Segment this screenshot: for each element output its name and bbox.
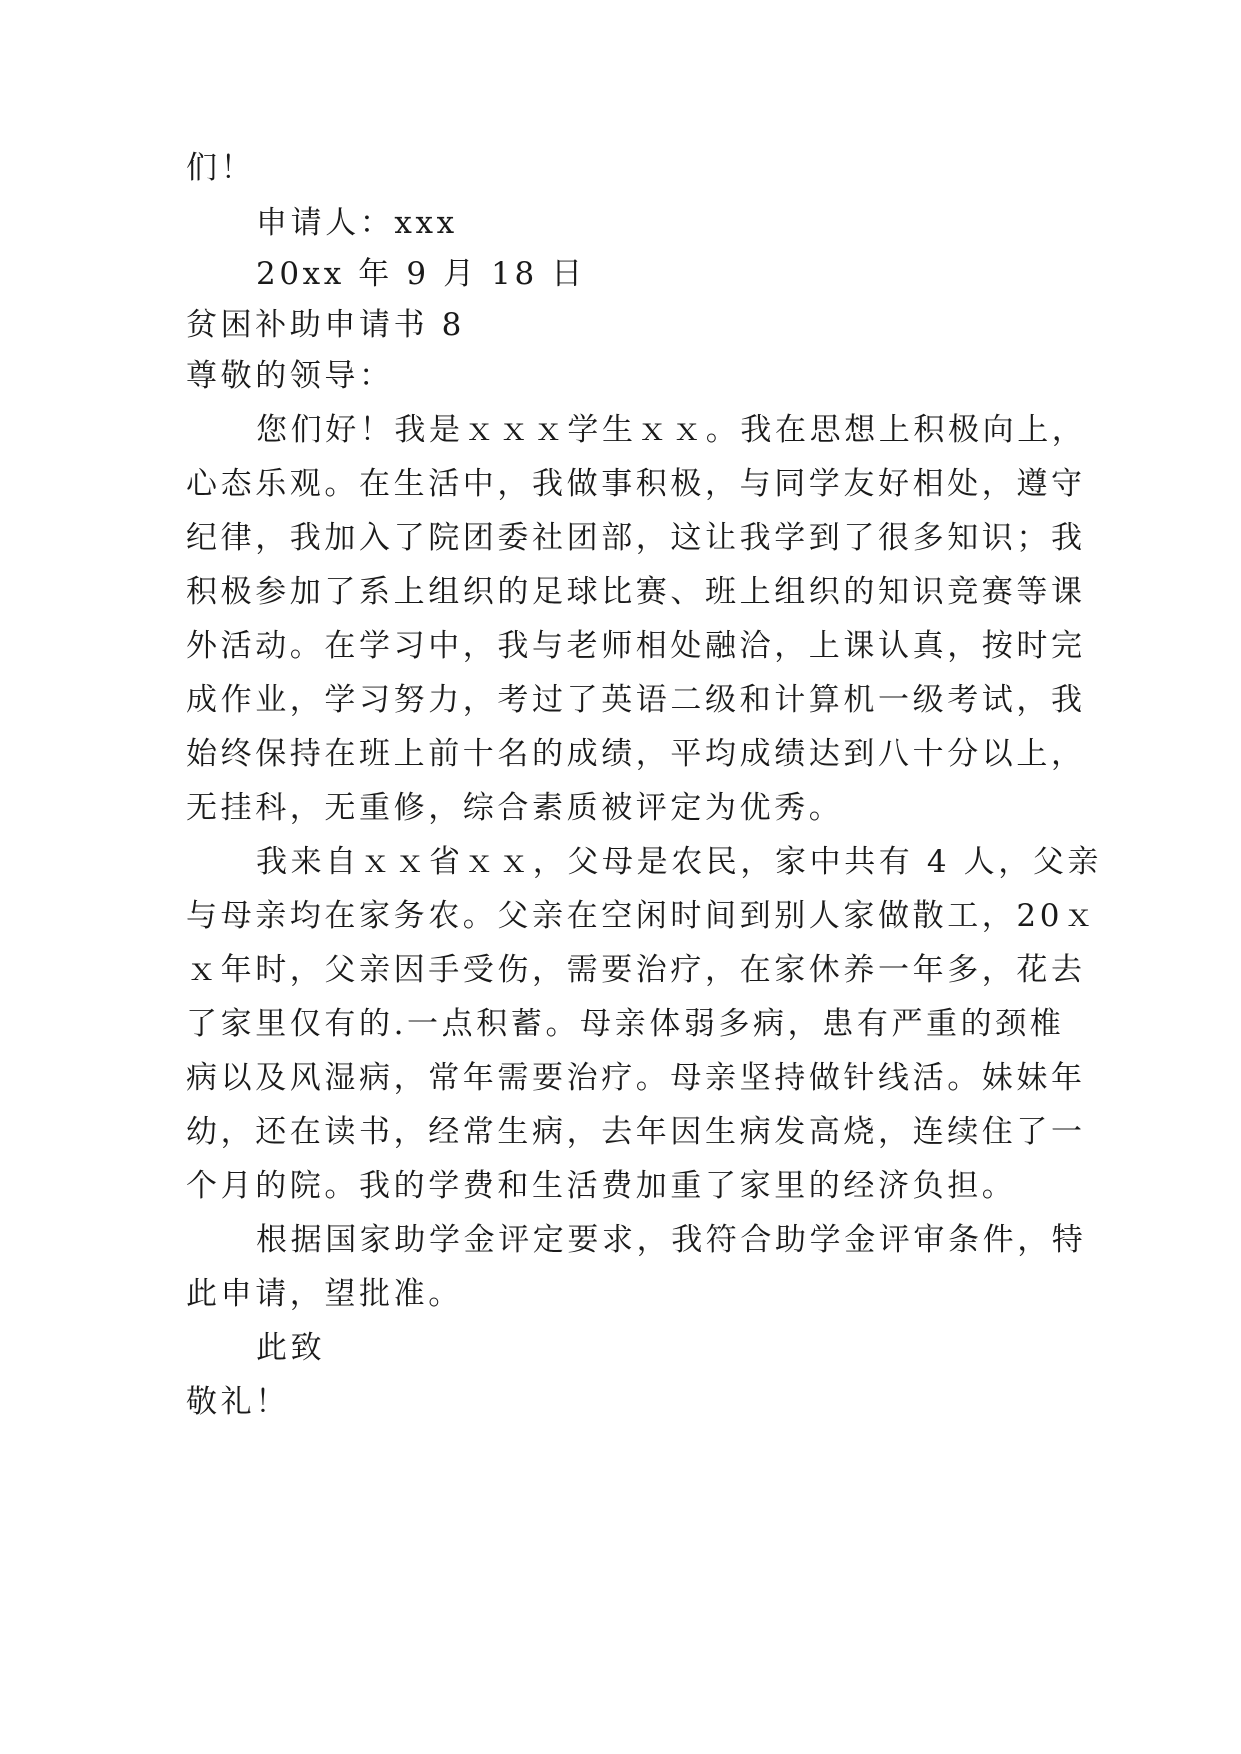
- closing-salute: 敬礼！: [186, 1384, 290, 1420]
- paragraph-1-line-5: 外活动。在学习中，我与老师相处融洽，上课认真，按时完: [186, 628, 1086, 664]
- paragraph-2-line-1: 我来自ｘｘ省ｘｘ，父母是农民，家中共有 4 人，父亲: [256, 844, 1103, 880]
- paragraph-1-line-1: 您们好！我是ｘｘｘ学生ｘｘ。我在思想上积极向上，: [256, 412, 1087, 448]
- paragraph-2-line-6: 幼，还在读书，经常生病，去年因生病发高烧，连续住了一: [186, 1114, 1086, 1150]
- paragraph-1-line-3: 纪律，我加入了院团委社团部，这让我学到了很多知识；我: [186, 520, 1086, 556]
- paragraph-1-line-6: 成作业，学习努力，考过了英语二级和计算机一级考试，我: [186, 682, 1086, 718]
- document-title: 贫困补助申请书 8: [186, 307, 465, 343]
- paragraph-2-line-7: 个月的院。我的学费和生活费加重了家里的经济负担。: [186, 1168, 1017, 1204]
- paragraph-1-line-7: 始终保持在班上前十名的成绩，平均成绩达到八十分以上，: [186, 736, 1086, 772]
- paragraph-2-line-2: 与母亲均在家务农。父亲在空闲时间到别人家做散工，20ｘ: [186, 898, 1098, 934]
- applicant-line: 申请人：xxx: [256, 205, 458, 241]
- paragraph-3-line-1: 根据国家助学金评定要求，我符合助学金评审条件，特: [256, 1222, 1087, 1258]
- paragraph-1-line-2: 心态乐观。在生活中，我做事积极，与同学友好相处，遵守: [186, 466, 1086, 502]
- closing-phrase: 此致: [256, 1330, 326, 1366]
- paragraph-3-line-2: 此申请，望批准。: [186, 1276, 463, 1312]
- paragraph-2-line-3: ｘ年时，父亲因手受伤，需要治疗，在家休养一年多，花去: [186, 952, 1086, 988]
- salutation: 尊敬的领导：: [186, 358, 394, 394]
- paragraph-2-line-4: 了家里仅有的.一点积蓄。母亲体弱多病，患有严重的颈椎: [186, 1006, 1065, 1042]
- paragraph-1-line-4: 积极参加了系上组织的足球比赛、班上组织的知识竞赛等课: [186, 574, 1086, 610]
- date-line: 20xx 年 9 月 18 日: [256, 256, 586, 292]
- paragraph-2-line-5: 病以及风湿病，常年需要治疗。母亲坚持做针线活。妹妹年: [186, 1060, 1086, 1096]
- closing-fragment: 们！: [186, 150, 256, 186]
- paragraph-1-line-8: 无挂科，无重修，综合素质被评定为优秀。: [186, 790, 844, 826]
